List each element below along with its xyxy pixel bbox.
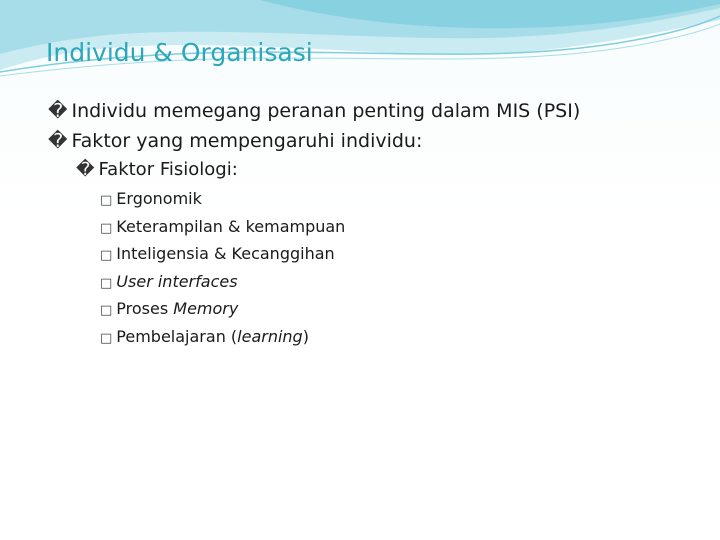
bullet-icon: � — [76, 159, 95, 180]
checkbox-bullet-icon: □ — [100, 303, 113, 318]
checkbox-bullet-icon: □ — [100, 330, 113, 346]
bullet-point — [48, 126, 698, 156]
list-item — [100, 186, 698, 214]
item-text: Keterampilan & kemampuan — [116, 216, 346, 236]
list-item — [100, 296, 698, 324]
sub-bullet-point — [48, 156, 698, 184]
slide-title: Individu & Organisasi — [46, 38, 313, 67]
item-text: Ergonomik — [116, 189, 202, 208]
factor-list — [48, 186, 698, 351]
checkbox-bullet-icon: □ — [100, 275, 113, 291]
checkbox-bullet-icon: □ — [100, 220, 113, 236]
list-item — [100, 324, 698, 352]
list-item — [100, 214, 698, 242]
checkbox-bullet-icon: □ — [100, 248, 113, 263]
item-text-suffix: ) — [302, 326, 309, 346]
list-item — [100, 269, 698, 297]
item-text-prefix: Pembelajaran ( — [116, 326, 238, 346]
item-text-prefix: Proses — [116, 299, 174, 318]
list-item — [100, 241, 698, 269]
bullet-icon: � — [48, 130, 68, 152]
bullet-icon: � — [48, 100, 68, 122]
item-text: Inteligensia & Kecanggihan — [116, 244, 335, 263]
bullet-text: Faktor yang mempengaruhi individu: — [71, 130, 423, 152]
item-text: User interfaces — [116, 271, 238, 291]
checkbox-bullet-icon: □ — [100, 193, 113, 208]
item-text-italic: Memory — [173, 299, 239, 318]
bullet-text: Individu memegang peranan penting dalam MIS (PSI) — [71, 100, 581, 122]
item-text-italic: learning — [237, 326, 303, 346]
sub-heading-text: Faktor Fisiologi: — [98, 159, 238, 180]
slide-content — [48, 96, 698, 351]
bullet-point — [48, 96, 698, 126]
